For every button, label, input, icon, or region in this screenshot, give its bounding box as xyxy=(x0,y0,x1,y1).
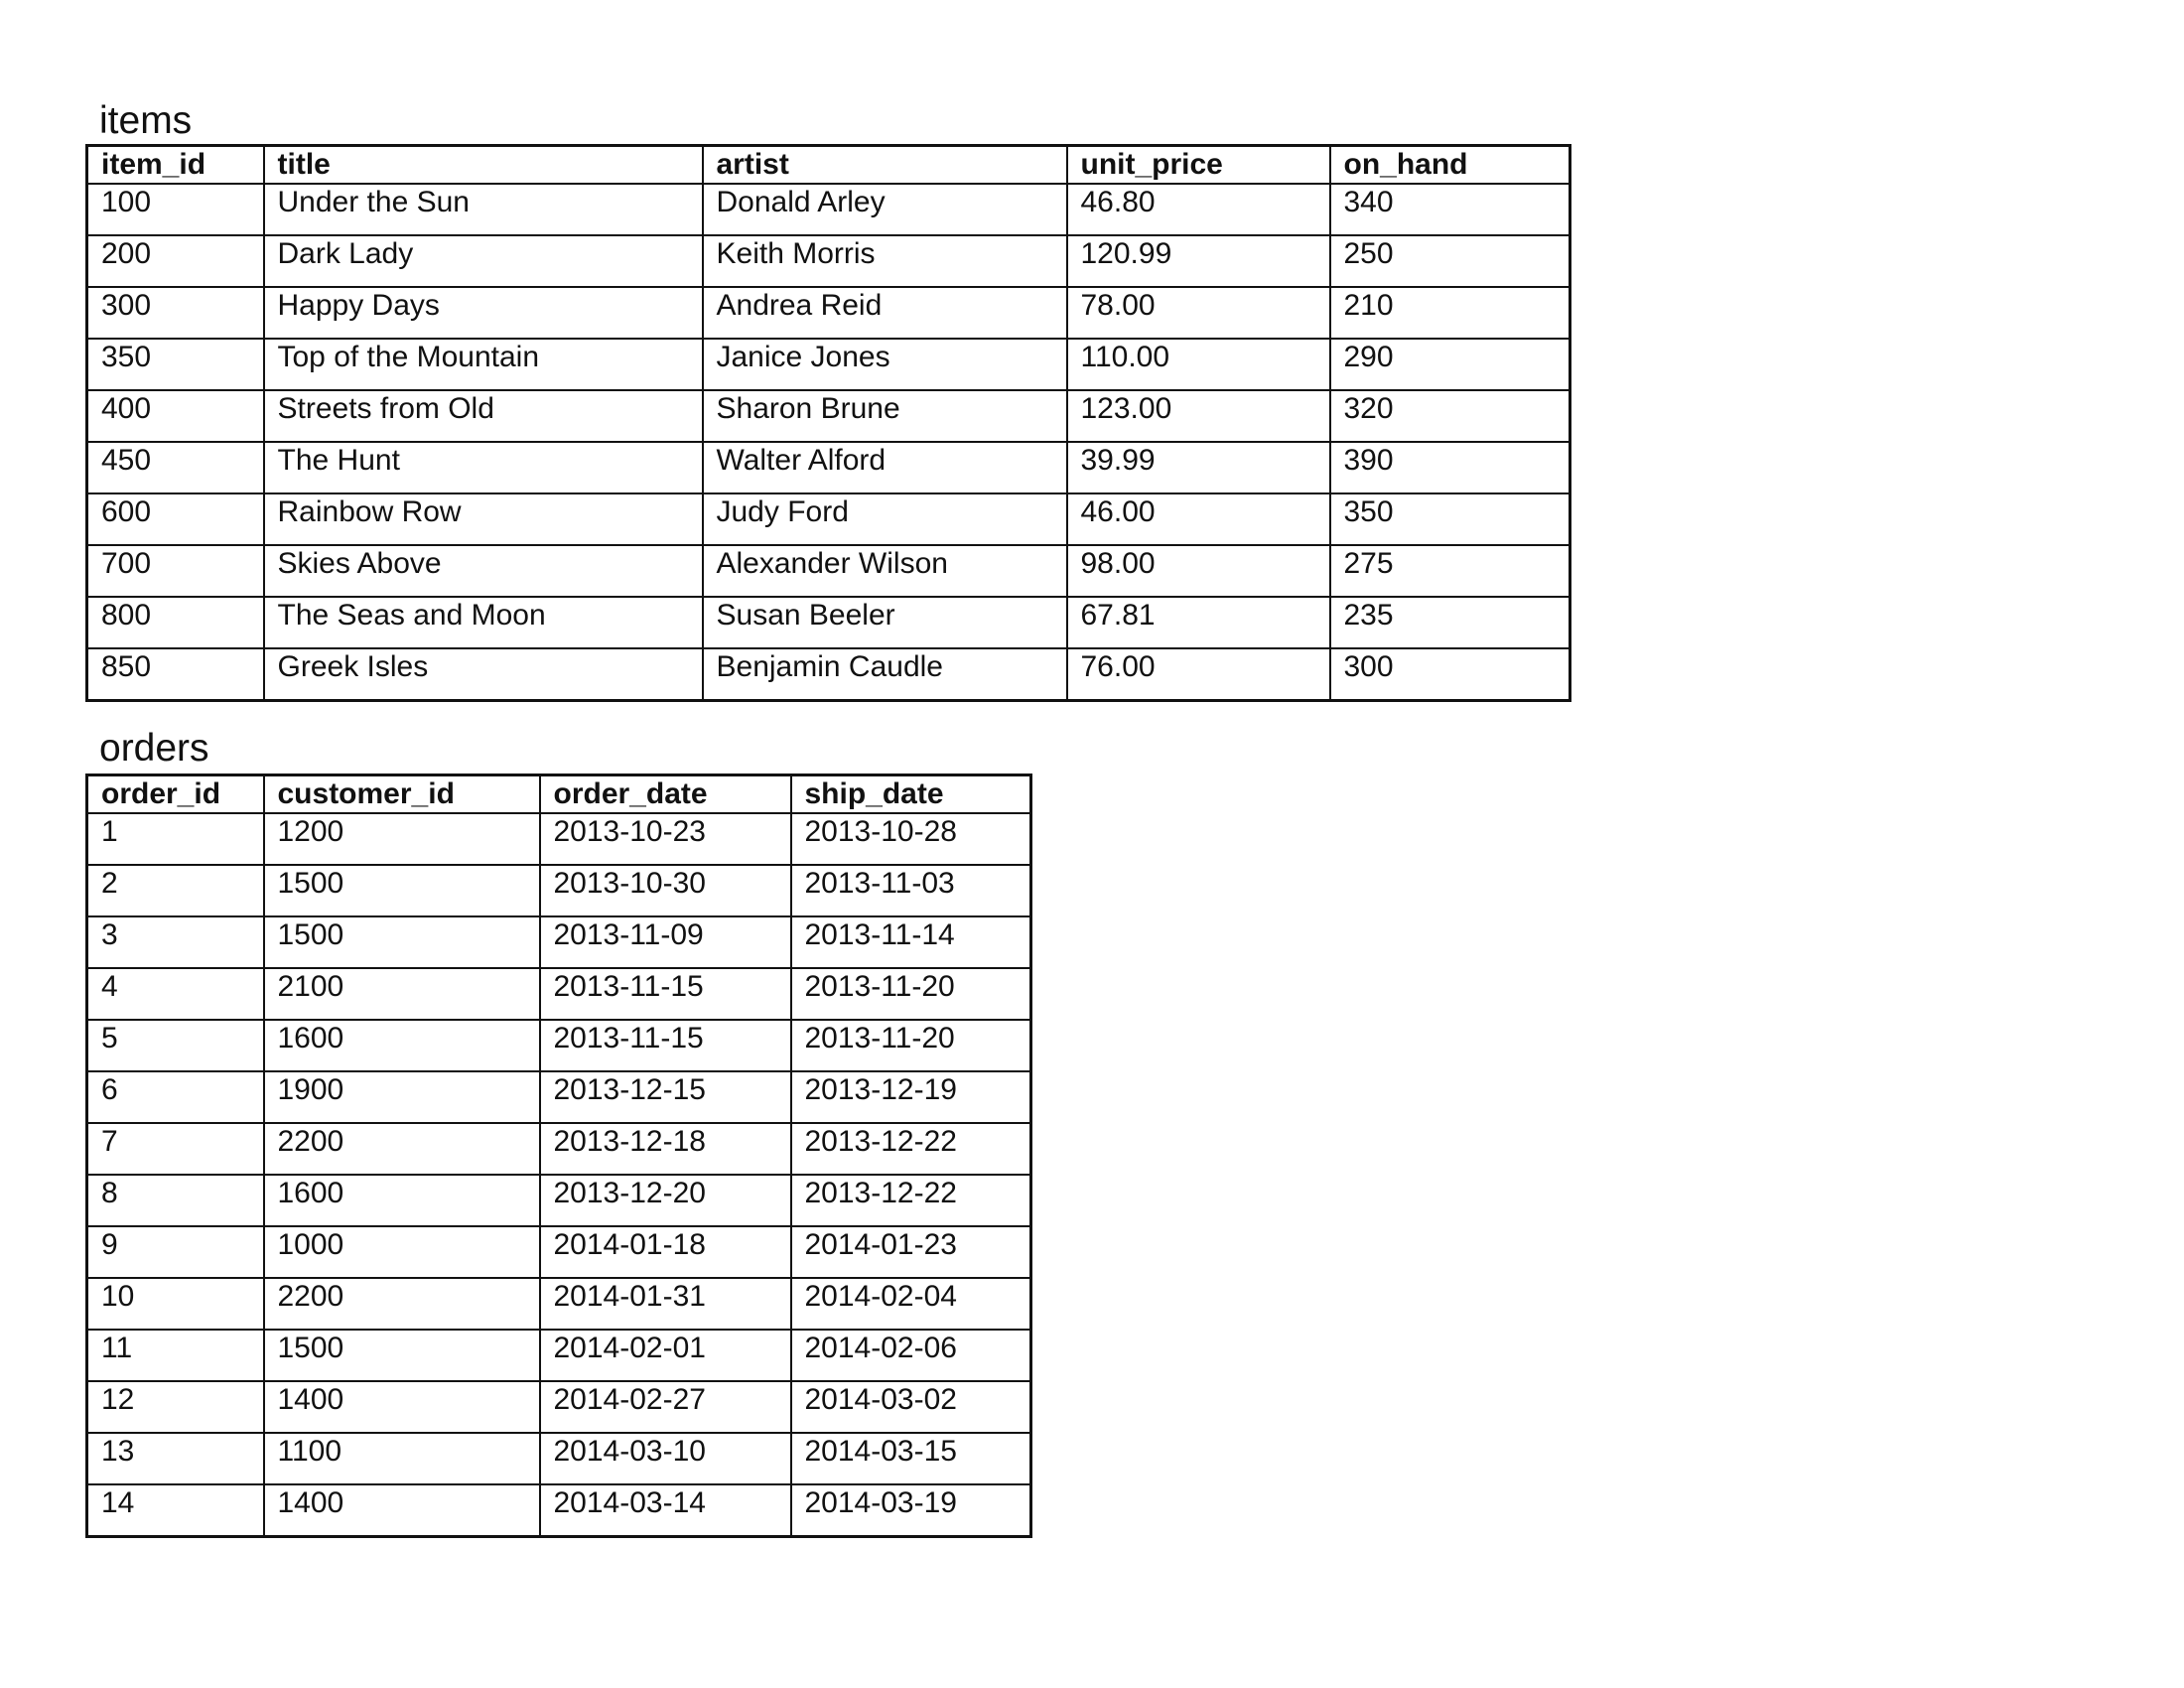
orders-cell-customer-id: 2200 xyxy=(264,1123,540,1175)
items-cell-item-id: 350 xyxy=(87,339,264,390)
items-table xyxy=(85,144,1571,702)
orders-cell-customer-id: 1200 xyxy=(264,813,540,865)
orders-cell-order-id: 5 xyxy=(87,1020,264,1071)
orders-table-title: orders xyxy=(99,727,209,770)
orders-cell-order-date: 2014-01-31 xyxy=(540,1278,791,1330)
table-row xyxy=(87,493,1570,545)
orders-cell-ship-date: 2014-03-19 xyxy=(791,1484,1031,1537)
orders-cell-order-id: 2 xyxy=(87,865,264,916)
items-cell-item-id: 700 xyxy=(87,545,264,597)
orders-cell-customer-id: 1500 xyxy=(264,1330,540,1381)
items-cell-item-id: 450 xyxy=(87,442,264,493)
items-cell-item-id: 850 xyxy=(87,648,264,701)
table-row xyxy=(87,1123,1031,1175)
orders-cell-order-date: 2013-12-15 xyxy=(540,1071,791,1123)
items-column-header: unit_price xyxy=(1067,146,1330,185)
orders-cell-ship-date: 2013-10-28 xyxy=(791,813,1031,865)
items-cell-unit-price: 98.00 xyxy=(1067,545,1330,597)
items-cell-title: Greek Isles xyxy=(264,648,703,701)
table-row xyxy=(87,442,1570,493)
orders-cell-ship-date: 2013-12-22 xyxy=(791,1175,1031,1226)
orders-cell-ship-date: 2014-03-15 xyxy=(791,1433,1031,1484)
orders-cell-customer-id: 1900 xyxy=(264,1071,540,1123)
items-cell-title: Rainbow Row xyxy=(264,493,703,545)
items-cell-unit-price: 120.99 xyxy=(1067,235,1330,287)
table-row xyxy=(87,1226,1031,1278)
orders-cell-order-id: 14 xyxy=(87,1484,264,1537)
orders-cell-order-id: 1 xyxy=(87,813,264,865)
orders-cell-order-date: 2014-01-18 xyxy=(540,1226,791,1278)
orders-cell-order-date: 2013-11-15 xyxy=(540,1020,791,1071)
table-row xyxy=(87,184,1570,235)
orders-column-header: ship_date xyxy=(791,775,1031,814)
orders-header-row xyxy=(87,775,1031,814)
items-table-title: items xyxy=(99,99,193,142)
items-cell-unit-price: 110.00 xyxy=(1067,339,1330,390)
orders-cell-customer-id: 2100 xyxy=(264,968,540,1020)
table-row xyxy=(87,648,1570,701)
orders-cell-ship-date: 2014-02-04 xyxy=(791,1278,1031,1330)
orders-cell-ship-date: 2013-11-03 xyxy=(791,865,1031,916)
table-row xyxy=(87,1484,1031,1537)
items-cell-artist: Sharon Brune xyxy=(703,390,1067,442)
orders-cell-order-date: 2013-10-23 xyxy=(540,813,791,865)
orders-cell-ship-date: 2014-01-23 xyxy=(791,1226,1031,1278)
orders-cell-customer-id: 1100 xyxy=(264,1433,540,1484)
table-row xyxy=(87,1071,1031,1123)
orders-cell-customer-id: 1400 xyxy=(264,1381,540,1433)
orders-cell-ship-date: 2013-12-19 xyxy=(791,1071,1031,1123)
orders-cell-order-id: 3 xyxy=(87,916,264,968)
items-cell-artist: Susan Beeler xyxy=(703,597,1067,648)
items-cell-unit-price: 39.99 xyxy=(1067,442,1330,493)
items-cell-on-hand: 350 xyxy=(1330,493,1570,545)
orders-cell-ship-date: 2013-11-20 xyxy=(791,968,1031,1020)
orders-cell-customer-id: 1400 xyxy=(264,1484,540,1537)
items-cell-unit-price: 46.00 xyxy=(1067,493,1330,545)
items-cell-title: Dark Lady xyxy=(264,235,703,287)
table-row xyxy=(87,916,1031,968)
items-cell-artist: Judy Ford xyxy=(703,493,1067,545)
items-cell-artist: Janice Jones xyxy=(703,339,1067,390)
orders-cell-order-id: 9 xyxy=(87,1226,264,1278)
items-column-header: item_id xyxy=(87,146,264,185)
orders-cell-customer-id: 1600 xyxy=(264,1175,540,1226)
orders-cell-order-date: 2014-03-14 xyxy=(540,1484,791,1537)
items-cell-title: Happy Days xyxy=(264,287,703,339)
items-cell-artist: Alexander Wilson xyxy=(703,545,1067,597)
items-cell-item-id: 600 xyxy=(87,493,264,545)
items-cell-item-id: 400 xyxy=(87,390,264,442)
orders-cell-order-id: 13 xyxy=(87,1433,264,1484)
orders-cell-customer-id: 1600 xyxy=(264,1020,540,1071)
table-row xyxy=(87,1175,1031,1226)
items-cell-item-id: 200 xyxy=(87,235,264,287)
table-row xyxy=(87,1381,1031,1433)
orders-cell-customer-id: 1500 xyxy=(264,916,540,968)
items-cell-artist: Donald Arley xyxy=(703,184,1067,235)
orders-column-header: order_id xyxy=(87,775,264,814)
items-cell-item-id: 300 xyxy=(87,287,264,339)
orders-cell-customer-id: 2200 xyxy=(264,1278,540,1330)
orders-cell-order-date: 2013-12-20 xyxy=(540,1175,791,1226)
orders-cell-order-id: 6 xyxy=(87,1071,264,1123)
orders-table xyxy=(85,774,1032,1538)
orders-cell-order-date: 2013-11-09 xyxy=(540,916,791,968)
orders-cell-customer-id: 1000 xyxy=(264,1226,540,1278)
items-cell-on-hand: 275 xyxy=(1330,545,1570,597)
table-row xyxy=(87,865,1031,916)
orders-cell-order-date: 2014-02-01 xyxy=(540,1330,791,1381)
orders-cell-order-date: 2014-03-10 xyxy=(540,1433,791,1484)
orders-cell-ship-date: 2014-03-02 xyxy=(791,1381,1031,1433)
items-column-header: title xyxy=(264,146,703,185)
orders-cell-order-date: 2013-11-15 xyxy=(540,968,791,1020)
orders-table-body xyxy=(87,813,1031,1537)
table-row xyxy=(87,235,1570,287)
orders-cell-order-id: 7 xyxy=(87,1123,264,1175)
table-row xyxy=(87,1020,1031,1071)
orders-cell-order-date: 2013-12-18 xyxy=(540,1123,791,1175)
items-cell-artist: Andrea Reid xyxy=(703,287,1067,339)
items-cell-artist: Benjamin Caudle xyxy=(703,648,1067,701)
items-cell-title: Under the Sun xyxy=(264,184,703,235)
orders-cell-ship-date: 2013-11-14 xyxy=(791,916,1031,968)
items-header-row xyxy=(87,146,1570,185)
items-cell-on-hand: 290 xyxy=(1330,339,1570,390)
table-row xyxy=(87,597,1570,648)
items-cell-on-hand: 235 xyxy=(1330,597,1570,648)
table-row xyxy=(87,390,1570,442)
items-cell-on-hand: 320 xyxy=(1330,390,1570,442)
items-column-header: on_hand xyxy=(1330,146,1570,185)
items-cell-unit-price: 76.00 xyxy=(1067,648,1330,701)
items-cell-unit-price: 46.80 xyxy=(1067,184,1330,235)
table-row xyxy=(87,1278,1031,1330)
table-row xyxy=(87,1330,1031,1381)
orders-cell-order-id: 12 xyxy=(87,1381,264,1433)
orders-cell-order-id: 11 xyxy=(87,1330,264,1381)
items-cell-on-hand: 390 xyxy=(1330,442,1570,493)
items-cell-artist: Keith Morris xyxy=(703,235,1067,287)
orders-cell-customer-id: 1500 xyxy=(264,865,540,916)
items-cell-title: Streets from Old xyxy=(264,390,703,442)
items-cell-title: The Hunt xyxy=(264,442,703,493)
items-cell-title: Top of the Mountain xyxy=(264,339,703,390)
items-cell-artist: Walter Alford xyxy=(703,442,1067,493)
table-row xyxy=(87,968,1031,1020)
table-row xyxy=(87,339,1570,390)
items-cell-title: The Seas and Moon xyxy=(264,597,703,648)
items-cell-item-id: 800 xyxy=(87,597,264,648)
orders-cell-order-date: 2014-02-27 xyxy=(540,1381,791,1433)
items-cell-on-hand: 210 xyxy=(1330,287,1570,339)
table-row xyxy=(87,545,1570,597)
items-cell-title: Skies Above xyxy=(264,545,703,597)
orders-cell-ship-date: 2013-11-20 xyxy=(791,1020,1031,1071)
orders-cell-order-id: 10 xyxy=(87,1278,264,1330)
table-row xyxy=(87,1433,1031,1484)
orders-cell-ship-date: 2014-02-06 xyxy=(791,1330,1031,1381)
table-row xyxy=(87,813,1031,865)
orders-column-header: order_date xyxy=(540,775,791,814)
items-cell-item-id: 100 xyxy=(87,184,264,235)
orders-cell-order-id: 8 xyxy=(87,1175,264,1226)
orders-cell-order-date: 2013-10-30 xyxy=(540,865,791,916)
orders-cell-order-id: 4 xyxy=(87,968,264,1020)
orders-column-header: customer_id xyxy=(264,775,540,814)
orders-cell-ship-date: 2013-12-22 xyxy=(791,1123,1031,1175)
items-cell-on-hand: 340 xyxy=(1330,184,1570,235)
items-cell-on-hand: 300 xyxy=(1330,648,1570,701)
items-cell-on-hand: 250 xyxy=(1330,235,1570,287)
items-cell-unit-price: 67.81 xyxy=(1067,597,1330,648)
table-row xyxy=(87,287,1570,339)
items-cell-unit-price: 123.00 xyxy=(1067,390,1330,442)
items-cell-unit-price: 78.00 xyxy=(1067,287,1330,339)
items-table-body xyxy=(87,184,1570,701)
items-column-header: artist xyxy=(703,146,1067,185)
